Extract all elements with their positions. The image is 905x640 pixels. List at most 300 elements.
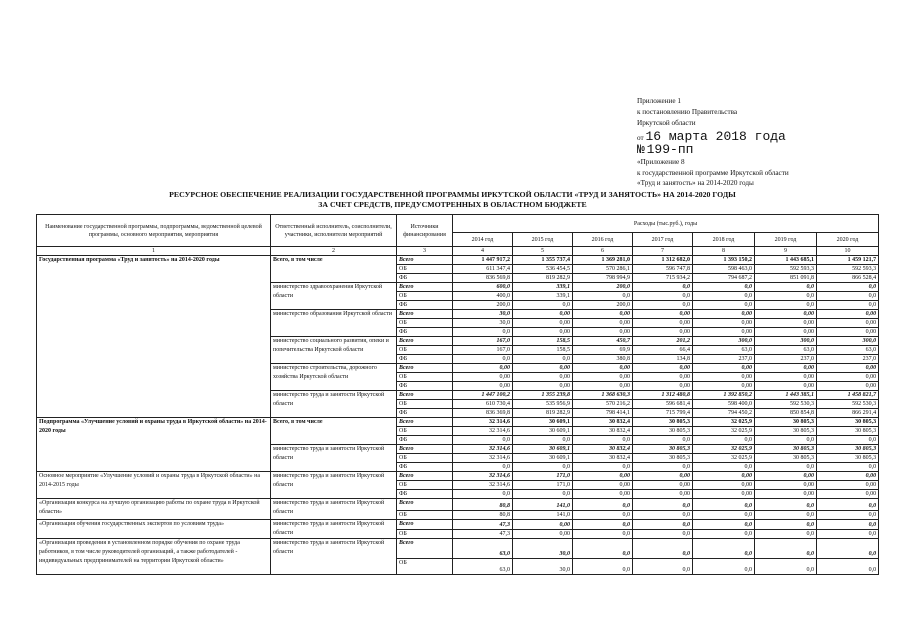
value-cell: 850 854,8 (755, 409, 817, 418)
value-cell: 0,00 (693, 382, 755, 391)
row-name: «Организация проведения в установленном порядке обучения по охране труда работников, в том числе руководителей организаций, а также работодателей - индивидуальных предпринимателей на территории Иркутской области» (37, 539, 271, 575)
value-cell: 0,0 (513, 355, 573, 364)
value-cell: 1 312 480,8 (633, 391, 693, 400)
value-cell: 32 025,9 (693, 427, 755, 436)
value-cell: 30 805,3 (817, 418, 879, 427)
year-header: 2019 год (755, 233, 817, 247)
source-cell: ОБ (397, 346, 453, 355)
value-cell: 32 314,6 (453, 481, 513, 490)
source-cell: ФБ (397, 436, 453, 445)
table-row (37, 520, 879, 530)
value-cell: 1 355 239,8 (513, 391, 573, 400)
value-cell: 0,0 (633, 283, 693, 292)
value-cell: 0,00 (513, 382, 573, 391)
value-cell: 0,0 (633, 539, 693, 559)
value-cell: 0,00 (693, 319, 755, 328)
value-cell: 30,0 (513, 559, 573, 575)
year-header: 2020 год (817, 233, 879, 247)
value-cell: 201,2 (633, 337, 693, 346)
value-cell: 30 609,1 (513, 427, 573, 436)
value-cell: 30 805,3 (633, 454, 693, 463)
row-executor: министерство труда и занятости Иркутской области (271, 391, 397, 418)
value-cell: 611 347,4 (453, 265, 513, 274)
year-header: 2015 год (513, 233, 573, 247)
value-cell: 851 091,8 (755, 274, 817, 283)
value-cell: 30 805,3 (755, 454, 817, 463)
value-cell: 30 805,3 (817, 454, 879, 463)
source-cell: ФБ (397, 490, 453, 499)
value-cell: 596 681,4 (633, 400, 693, 409)
value-cell: 0,0 (817, 463, 879, 472)
value-cell: 30 805,3 (817, 445, 879, 454)
value-cell: 0,00 (817, 490, 879, 499)
value-cell: 80,8 (453, 511, 513, 520)
value-cell: 32 314,6 (453, 472, 513, 481)
value-cell: 0,00 (513, 530, 573, 539)
value-cell: 0,00 (633, 364, 693, 373)
value-cell: 30 805,3 (755, 427, 817, 436)
value-cell: 0,0 (453, 436, 513, 445)
value-cell: 30 805,3 (755, 418, 817, 427)
value-cell: 0,0 (573, 520, 633, 530)
value-cell: 0,0 (693, 436, 755, 445)
value-cell: 819 282,9 (513, 409, 573, 418)
value-cell: 0,00 (573, 472, 633, 481)
value-cell: 0,0 (513, 490, 573, 499)
source-cell: ФБ (397, 301, 453, 310)
header-line: к постановлению Правительства (637, 107, 738, 116)
source-cell: ОБ (397, 481, 453, 490)
source-cell: ФБ (397, 463, 453, 472)
handwritten-number: 199-пп (646, 142, 694, 158)
source-cell: ОБ (397, 265, 453, 274)
value-cell: 0,0 (817, 301, 879, 310)
value-cell: 0,0 (573, 499, 633, 511)
year-header: 2016 год (573, 233, 633, 247)
value-cell: 0,0 (755, 499, 817, 511)
value-cell: 32 314,6 (453, 445, 513, 454)
value-cell: 0,0 (633, 292, 693, 301)
value-cell: 0,0 (755, 283, 817, 292)
value-cell: 715 799,4 (633, 409, 693, 418)
value-cell: 0,0 (573, 463, 633, 472)
value-cell: 0,0 (817, 292, 879, 301)
value-cell: 0,0 (573, 530, 633, 539)
value-cell: 1 368 630,3 (573, 391, 633, 400)
value-cell: 798 994,9 (573, 274, 633, 283)
value-cell: 0,00 (513, 328, 573, 337)
value-cell: 134,8 (633, 355, 693, 364)
col-number: 5 (513, 247, 573, 256)
value-cell: 0,00 (755, 373, 817, 382)
col-number: 3 (397, 247, 453, 256)
row-name: Государственная программа «Труд и занятость» на 2014-2020 годы (37, 256, 271, 418)
table-row (37, 418, 879, 427)
value-cell: 866 291,4 (817, 409, 879, 418)
source-cell: ОБ (397, 292, 453, 301)
value-cell: 0,0 (817, 520, 879, 530)
value-cell: 237,0 (817, 355, 879, 364)
header-number (637, 143, 789, 156)
value-cell: 63,0 (817, 346, 879, 355)
source-cell: ФБ (397, 328, 453, 337)
value-cell: 0,0 (755, 301, 817, 310)
row-name: «Организация конкурса на лучшую организацию работы по охране труда в Иркутской области» (37, 499, 271, 520)
value-cell: 0,0 (693, 463, 755, 472)
value-cell: 30 832,4 (573, 454, 633, 463)
value-cell: 158,5 (513, 337, 573, 346)
value-cell: 0,00 (817, 319, 879, 328)
value-cell: 0,0 (817, 283, 879, 292)
value-cell: 570 216,2 (573, 400, 633, 409)
value-cell: 66,4 (633, 346, 693, 355)
value-cell: 0,00 (453, 373, 513, 382)
value-cell: 0,00 (755, 328, 817, 337)
handwritten-date: 16 марта 2018 года (645, 129, 786, 145)
source-cell: Всего (397, 283, 453, 292)
value-cell: 794 450,2 (693, 409, 755, 418)
year-header: 2014 год (453, 233, 513, 247)
value-cell: 0,0 (453, 490, 513, 499)
value-cell: 0,0 (817, 539, 879, 559)
source-cell: Всего (397, 364, 453, 373)
value-cell: 0,0 (633, 436, 693, 445)
value-cell: 1 443 685,1 (755, 256, 817, 265)
source-cell: ОБ (397, 454, 453, 463)
value-cell: 0,00 (817, 364, 879, 373)
value-cell: 0,0 (573, 292, 633, 301)
row-name: Основное мероприятие «Улучшение условий и охраны труда в Иркутской области» на 2014-2015 годы (37, 472, 271, 499)
value-cell: 0,0 (633, 463, 693, 472)
value-cell: 0,00 (817, 310, 879, 319)
value-cell: 0,0 (633, 559, 693, 575)
value-cell: 30 805,3 (633, 445, 693, 454)
table-body (37, 256, 879, 575)
header-line: «Приложение 8 (637, 158, 685, 167)
value-cell: 1 393 150,2 (693, 256, 755, 265)
value-cell: 63,0 (453, 559, 513, 575)
value-cell: 167,0 (453, 346, 513, 355)
value-cell: 0,0 (453, 355, 513, 364)
value-cell: 836 369,8 (453, 409, 513, 418)
value-cell: 0,00 (755, 364, 817, 373)
document-title: РЕСУРСНОЕ ОБЕСПЕЧЕНИЕ РЕАЛИЗАЦИИ ГОСУДАРСТВЕННОЙ ПРОГРАММЫ ИРКУТСКОЙ ОБЛАСТИ «ТРУД И ЗАНЯТОСТЬ» НА 2014-2020 ГОДЫ (169, 190, 736, 199)
value-cell: 0,00 (755, 490, 817, 499)
source-cell: ФБ (397, 409, 453, 418)
value-cell: 339,1 (513, 283, 573, 292)
source-cell: Всего (397, 391, 453, 400)
value-cell: 0,00 (633, 373, 693, 382)
value-cell: 798 414,1 (573, 409, 633, 418)
value-cell: 141,0 (513, 499, 573, 511)
value-cell: 0,00 (453, 364, 513, 373)
row-executor: Всего, в том числе (271, 256, 397, 283)
year-header: 2018 год (693, 233, 755, 247)
value-cell: 0,0 (755, 292, 817, 301)
value-cell: 200,0 (573, 283, 633, 292)
value-cell: 0,0 (573, 511, 633, 520)
value-cell: 0,00 (573, 373, 633, 382)
row-executor: министерство труда и занятости Иркутской области (271, 472, 397, 499)
year-header: 2017 год (633, 233, 693, 247)
value-cell: 0,0 (693, 292, 755, 301)
value-cell: 0,00 (693, 310, 755, 319)
value-cell: 0,0 (573, 559, 633, 575)
value-cell: 0,0 (693, 530, 755, 539)
value-cell: 30 832,4 (573, 418, 633, 427)
col-number: 4 (453, 247, 513, 256)
value-cell: 32 314,6 (453, 454, 513, 463)
value-cell: 0,0 (817, 511, 879, 520)
value-cell: 0,00 (513, 373, 573, 382)
value-cell: 0,0 (633, 520, 693, 530)
value-cell: 32 025,9 (693, 445, 755, 454)
table-row (37, 499, 879, 511)
table-row (37, 256, 879, 265)
value-cell: 0,0 (573, 436, 633, 445)
col-number: 10 (817, 247, 879, 256)
value-cell: 819 282,9 (513, 274, 573, 283)
row-executor: министерство труда и занятости Иркутской области (271, 539, 397, 575)
value-cell: 47,3 (453, 530, 513, 539)
value-cell: 0,0 (817, 499, 879, 511)
source-cell: Всего (397, 310, 453, 319)
value-cell: 30 805,3 (633, 418, 693, 427)
value-cell: 0,0 (633, 499, 693, 511)
value-cell: 0,0 (513, 463, 573, 472)
value-cell: 30 609,1 (513, 454, 573, 463)
row-name: «Организация обучения государственных экспертов по условиям труда» (37, 520, 271, 539)
header-line: к государственной программе Иркутской области (637, 168, 789, 177)
row-executor: министерство труда и занятости Иркутской области (271, 445, 397, 472)
value-cell: 0,0 (573, 539, 633, 559)
value-cell: 598 463,0 (693, 265, 755, 274)
value-cell: 69,9 (573, 346, 633, 355)
source-cell: ОБ (397, 427, 453, 436)
value-cell: 30,0 (453, 310, 513, 319)
value-cell: 0,00 (817, 373, 879, 382)
value-cell: 0,0 (693, 559, 755, 575)
value-cell: 0,00 (573, 481, 633, 490)
value-cell: 1 459 121,7 (817, 256, 879, 265)
value-cell: 536 454,5 (513, 265, 573, 274)
source-cell: Всего (397, 445, 453, 454)
value-cell: 0,00 (573, 364, 633, 373)
value-cell: 0,0 (817, 559, 879, 575)
value-cell: 0,0 (755, 463, 817, 472)
value-cell: 0,00 (755, 472, 817, 481)
value-cell: 1 458 821,7 (817, 391, 879, 400)
source-cell: ФБ (397, 355, 453, 364)
header-line: «Труд и занятость» на 2014-2020 годы (637, 179, 754, 188)
row-executor: министерство труда и занятости Иркутской области (271, 499, 397, 520)
source-cell: Всего (397, 418, 453, 427)
value-cell: 715 934,2 (633, 274, 693, 283)
value-cell: 30 805,3 (633, 427, 693, 436)
document-header (637, 96, 789, 189)
row-executor: министерство здравоохранения Иркутской области (271, 283, 397, 310)
header-expenses: Расходы (тыс.руб.), годы (453, 215, 879, 233)
value-cell: 0,00 (817, 472, 879, 481)
value-cell: 0,00 (633, 490, 693, 499)
source-cell: ОБ (397, 373, 453, 382)
value-cell: 0,00 (513, 319, 573, 328)
header-col-sources: Источники финансирования (397, 215, 453, 247)
source-cell: Всего (397, 499, 453, 511)
value-cell: 0,00 (693, 328, 755, 337)
value-cell: 300,0 (817, 337, 879, 346)
value-cell: 866 528,4 (817, 274, 879, 283)
row-executor: министерство социального развития, опеки и попечительства Иркутской области (271, 337, 397, 364)
col-number: 1 (37, 247, 271, 256)
col-number: 9 (755, 247, 817, 256)
col-number: 6 (573, 247, 633, 256)
value-cell: 47,3 (453, 520, 513, 530)
value-cell: 300,0 (755, 337, 817, 346)
value-cell: 570 286,1 (573, 265, 633, 274)
value-cell: 0,0 (633, 511, 693, 520)
table-row (37, 539, 879, 559)
value-cell: 0,00 (755, 481, 817, 490)
value-cell: 0,00 (817, 382, 879, 391)
value-cell: 0,00 (755, 382, 817, 391)
value-cell: 1 447 917,2 (453, 256, 513, 265)
value-cell: 596 747,8 (633, 265, 693, 274)
source-cell: ФБ (397, 382, 453, 391)
value-cell: 0,00 (633, 382, 693, 391)
value-cell: 1 369 281,0 (573, 256, 633, 265)
value-cell: 0,00 (573, 319, 633, 328)
col-number: 7 (633, 247, 693, 256)
value-cell: 1 392 850,2 (693, 391, 755, 400)
value-cell: 30 832,4 (573, 427, 633, 436)
row-executor: министерство образования Иркутской области (271, 310, 397, 337)
value-cell: 171,0 (513, 472, 573, 481)
value-cell: 0,0 (453, 328, 513, 337)
value-cell: 200,0 (453, 301, 513, 310)
value-cell: 141,0 (513, 511, 573, 520)
row-executor: Всего, в том числе (271, 418, 397, 445)
value-cell: 0,0 (633, 530, 693, 539)
value-cell: 0,00 (693, 481, 755, 490)
value-cell: 300,0 (693, 337, 755, 346)
number-prefix: № (637, 142, 645, 158)
value-cell: 0,0 (513, 436, 573, 445)
value-cell: 0,0 (755, 559, 817, 575)
value-cell: 598 400,0 (693, 400, 755, 409)
value-cell: 30,0 (453, 319, 513, 328)
value-cell: 0,0 (633, 301, 693, 310)
value-cell: 0,00 (693, 490, 755, 499)
header-region: Иркутской области (637, 119, 696, 128)
value-cell: 592 530,3 (755, 400, 817, 409)
value-cell: 32 314,6 (453, 418, 513, 427)
value-cell: 592 530,3 (817, 400, 879, 409)
value-cell: 1 355 737,4 (513, 256, 573, 265)
value-cell: 1 312 682,0 (633, 256, 693, 265)
value-cell: 0,00 (513, 520, 573, 530)
source-cell: ОБ (397, 559, 453, 575)
value-cell: 30 805,3 (755, 445, 817, 454)
value-cell: 237,0 (755, 355, 817, 364)
value-cell: 0,00 (633, 328, 693, 337)
source-cell: Всего (397, 337, 453, 346)
value-cell: 592 593,3 (755, 265, 817, 274)
value-cell: 0,00 (693, 364, 755, 373)
header-col-executor: Ответственный исполнитель, соисполнители, участники, исполнители мероприятий (271, 215, 397, 247)
header-col-name: Наименование государственной программы, подпрограммы, ведомственной целевой программы, основного мероприятия, мероприятия (37, 215, 271, 247)
col-number: 2 (271, 247, 397, 256)
value-cell: 450,7 (573, 337, 633, 346)
source-cell: Всего (397, 256, 453, 265)
value-cell: 0,0 (693, 499, 755, 511)
value-cell: 0,0 (755, 511, 817, 520)
value-cell: 32 314,6 (453, 427, 513, 436)
value-cell: 30 832,4 (573, 445, 633, 454)
source-cell: ОБ (397, 530, 453, 539)
value-cell: 0,0 (693, 301, 755, 310)
value-cell: 0,0 (755, 436, 817, 445)
table-row (37, 472, 879, 481)
value-cell: 80,8 (453, 499, 513, 511)
source-cell: ОБ (397, 511, 453, 520)
source-cell: Всего (397, 539, 453, 559)
value-cell: 0,0 (755, 530, 817, 539)
value-cell: 0,00 (755, 310, 817, 319)
value-cell: 0,00 (693, 373, 755, 382)
value-cell: 0,0 (693, 283, 755, 292)
value-cell: 1 443 385,1 (755, 391, 817, 400)
value-cell: 32 025,9 (693, 454, 755, 463)
value-cell: 0,00 (633, 472, 693, 481)
value-cell: 0,0 (453, 463, 513, 472)
value-cell: 1 447 100,2 (453, 391, 513, 400)
value-cell: 0,0 (755, 539, 817, 559)
value-cell: 600,0 (453, 283, 513, 292)
source-cell: ФБ (397, 274, 453, 283)
value-cell: 158,5 (513, 346, 573, 355)
value-cell: 0,00 (453, 382, 513, 391)
value-cell: 0,00 (817, 328, 879, 337)
value-cell: 30 609,1 (513, 445, 573, 454)
value-cell: 592 593,3 (817, 265, 879, 274)
source-cell: Всего (397, 520, 453, 530)
resource-table (36, 214, 879, 575)
value-cell: 0,00 (633, 310, 693, 319)
value-cell: 0,00 (573, 382, 633, 391)
row-executor: министерство труда и занятости Иркутской области (271, 520, 397, 539)
value-cell: 380,8 (573, 355, 633, 364)
value-cell: 63,0 (755, 346, 817, 355)
value-cell: 0,00 (513, 364, 573, 373)
value-cell: 794 687,2 (693, 274, 755, 283)
value-cell: 836 569,8 (453, 274, 513, 283)
value-cell: 0,0 (817, 530, 879, 539)
value-cell: 0,00 (573, 310, 633, 319)
value-cell: 0,0 (693, 511, 755, 520)
value-cell: 30 609,1 (513, 418, 573, 427)
value-cell: 200,0 (573, 301, 633, 310)
value-cell: 30,0 (513, 539, 573, 559)
value-cell: 171,0 (513, 481, 573, 490)
document-subtitle: ЗА СЧЕТ СРЕДСТВ, ПРЕДУСМОТРЕННЫХ В ОБЛАСТНОМ БЮДЖЕТЕ (318, 200, 587, 209)
col-number: 8 (693, 247, 755, 256)
source-cell: ОБ (397, 319, 453, 328)
value-cell: 0,0 (693, 539, 755, 559)
value-cell: 0,0 (755, 520, 817, 530)
value-cell: 237,0 (693, 355, 755, 364)
value-cell: 339,1 (513, 292, 573, 301)
